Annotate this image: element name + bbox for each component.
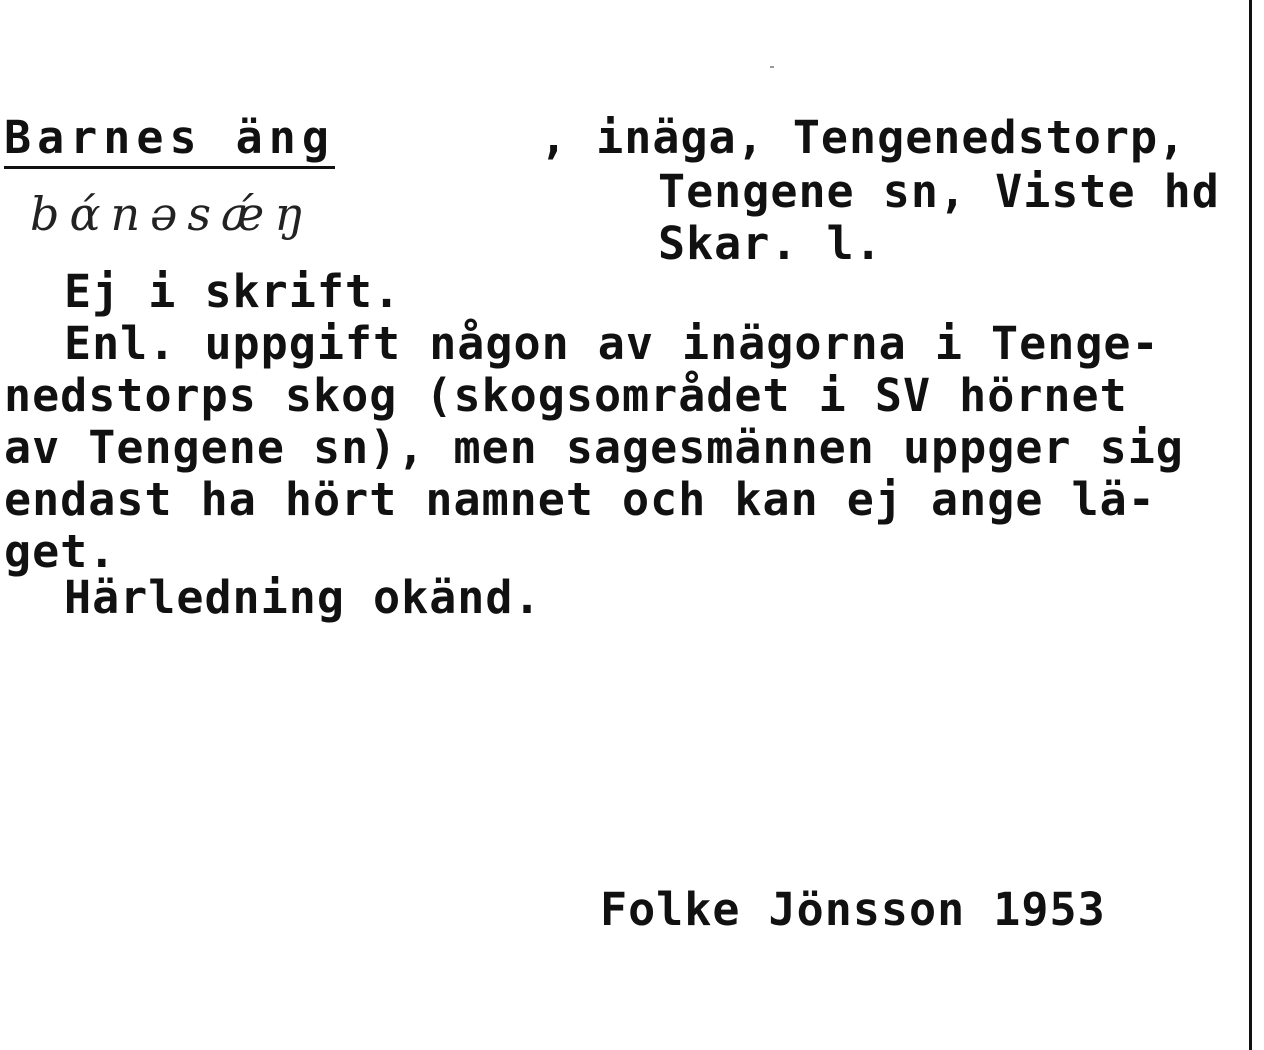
- body-line-4: endast ha hört namnet och kan ej ange lä-: [4, 473, 1156, 526]
- signature: Folke Jönsson 1953: [600, 883, 1106, 936]
- body-line-5: get.: [4, 525, 117, 578]
- not-in-writing-line: Ej i skrift.: [64, 265, 402, 318]
- headword: Barnes äng: [4, 112, 335, 169]
- phonetic-transcription: bάnəsǽŋ: [30, 187, 314, 241]
- body-line-2: nedstorps skog (skogsområdet i SV hörnet: [4, 369, 1128, 422]
- location-line-3: Skar. l.: [658, 217, 883, 270]
- body-line-1: Enl. uppgift någon av inägorna i Tenge-: [64, 317, 1160, 370]
- body-line-3: av Tengene sn), men sagesmännen uppger sig: [4, 421, 1184, 474]
- card-edge-line: [1249, 0, 1252, 1050]
- location-line-2: Tengene sn, Viste hd: [658, 165, 1220, 218]
- headword-description: , inäga, Tengenedstorp,: [540, 111, 1187, 164]
- paper-speck: [770, 66, 774, 68]
- etymology-line: Härledning okänd.: [64, 571, 542, 624]
